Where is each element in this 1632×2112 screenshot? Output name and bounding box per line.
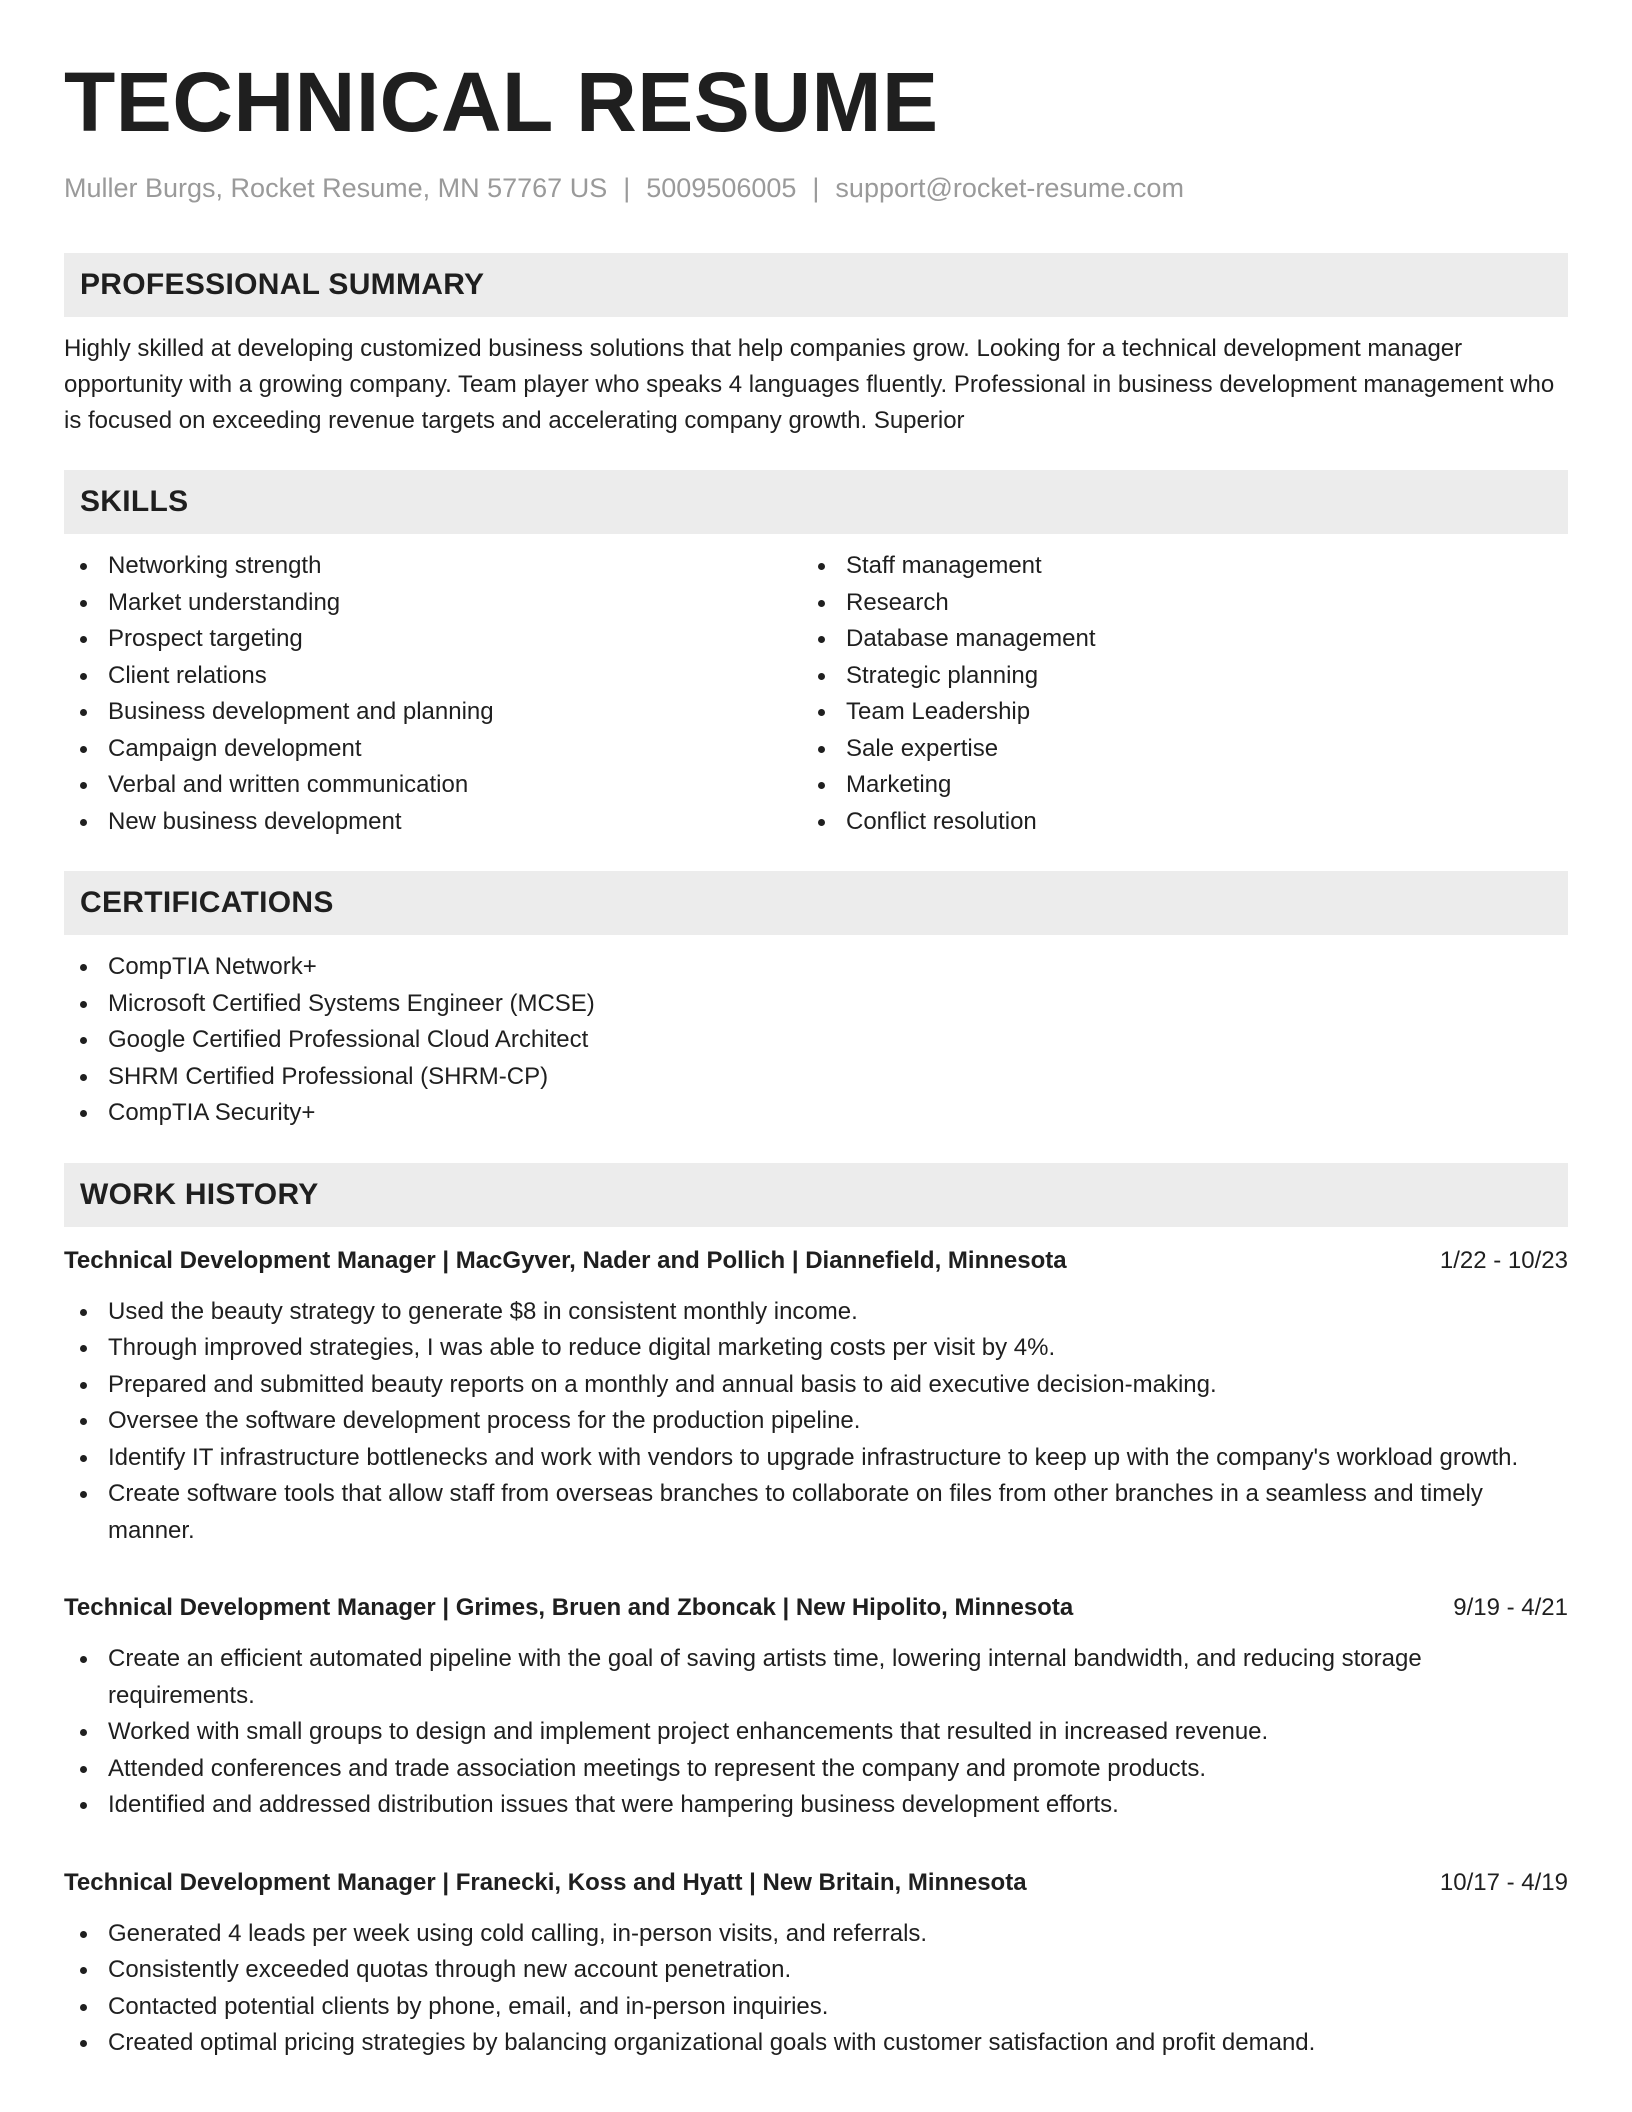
- skill-item: Verbal and written communication: [64, 767, 802, 804]
- job-entry: [64, 1574, 1568, 1849]
- job-dates: 1/22 - 10/23: [1439, 1246, 1568, 1274]
- certification-item: CompTIA Security+: [64, 1095, 1568, 1132]
- skill-item: New business development: [64, 804, 802, 841]
- skill-item: Database management: [802, 621, 1540, 658]
- skill-item: Research: [802, 585, 1540, 622]
- job-entry: [64, 1849, 1568, 2087]
- job-title: Technical Development Manager | Grimes, Bruen and Zboncak | New Hipolito, Minnesota: [64, 1594, 1074, 1621]
- job-bullet: Oversee the software development process for the production pipeline.: [64, 1403, 1568, 1440]
- job-bullet: Consistently exceeded quotas through new account penetration.: [64, 1952, 1568, 1989]
- job-bullet: Worked with small groups to design and implement project enhancements that resulted in increased revenue.: [64, 1714, 1568, 1751]
- skill-item: Market understanding: [64, 585, 802, 622]
- job-header: [64, 1849, 1568, 1901]
- job-bullet: Create an efficient automated pipeline with the goal of saving artists time, lowering internal bandwidth, and reducing storage requirements.: [64, 1641, 1568, 1714]
- job-bullet: Attended conferences and trade association meetings to represent the company and promote products.: [64, 1751, 1568, 1788]
- skill-item: Team Leadership: [802, 694, 1540, 731]
- job-bullet: Identify IT infrastructure bottlenecks and work with vendors to upgrade infrastructure to keep up with the company's workload growth.: [64, 1440, 1568, 1477]
- job-bullet: Created optimal pricing strategies by balancing organizational goals with customer satisfaction and profit demand.: [64, 2025, 1568, 2062]
- skill-item: Client relations: [64, 658, 802, 695]
- summary-heading: PROFESSIONAL SUMMARY: [64, 253, 1568, 317]
- skill-item: Sale expertise: [802, 731, 1540, 768]
- work-history-heading: WORK HISTORY: [64, 1163, 1568, 1227]
- skills-column-left: [64, 548, 802, 840]
- job-dates: 9/19 - 4/21: [1453, 1594, 1568, 1621]
- job-bullet: Prepared and submitted beauty reports on a monthly and annual basis to aid executive decision-making.: [64, 1367, 1568, 1404]
- job-bullets: [64, 1626, 1568, 1849]
- skill-item: Campaign development: [64, 731, 802, 768]
- phone-text: 5009506005: [646, 173, 797, 203]
- job-header: [64, 1227, 1568, 1279]
- contact-line: [64, 170, 1568, 206]
- skills-heading: SKILLS: [64, 470, 1568, 534]
- certification-item: SHRM Certified Professional (SHRM-CP): [64, 1059, 1568, 1096]
- certifications-list: [64, 935, 1568, 1163]
- job-dates: 10/17 - 4/19: [1439, 1868, 1568, 1896]
- job-bullet: Create software tools that allow staff from overseas branches to collaborate on files from other branches in a seamless and timely manner.: [64, 1476, 1568, 1549]
- skill-item: Networking strength: [64, 548, 802, 585]
- job-title: Technical Development Manager | MacGyver, Nader and Pollich | Diannefield, Minnesota: [64, 1246, 1067, 1274]
- summary-text: Highly skilled at developing customized business solutions that help companies grow. Looking for a technical development manager opportunity with a growing company. Team player who speaks 4 languages fluently. Professional in business development management who is focused on exceeding revenue targets and accelerating company growth. Superior: [64, 335, 1555, 434]
- skill-item: Prospect targeting: [64, 621, 802, 658]
- skills-list: [64, 534, 1568, 871]
- job-entry: [64, 1227, 1568, 1575]
- certification-item: Google Certified Professional Cloud Architect: [64, 1022, 1568, 1059]
- resume-title: TECHNICAL RESUME: [64, 55, 939, 149]
- email-link[interactable]: support@rocket-resume.com: [835, 173, 1184, 203]
- certification-item: Microsoft Certified Systems Engineer (MCSE): [64, 986, 1568, 1023]
- skill-item: Conflict resolution: [802, 804, 1540, 841]
- job-bullets: [64, 1901, 1568, 2087]
- skill-item: Business development and planning: [64, 694, 802, 731]
- job-header: [64, 1574, 1568, 1626]
- certifications-heading: CERTIFICATIONS: [64, 871, 1568, 935]
- job-bullets: [64, 1279, 1568, 1575]
- skills-column-right: [802, 548, 1540, 840]
- job-bullet: Generated 4 leads per week using cold calling, in-person visits, and referrals.: [64, 1916, 1568, 1953]
- job-title: Technical Development Manager | Franecki, Koss and Hyatt | New Britain, Minnesota: [64, 1868, 1027, 1896]
- separator: |: [623, 173, 631, 203]
- job-bullet: Through improved strategies, I was able to reduce digital marketing costs per visit by 4%.: [64, 1330, 1568, 1367]
- skill-item: Strategic planning: [802, 658, 1540, 695]
- skill-item: Staff management: [802, 548, 1540, 585]
- skill-item: Marketing: [802, 767, 1540, 804]
- separator: |: [812, 173, 820, 203]
- job-bullet: Identified and addressed distribution issues that were hampering business development efforts.: [64, 1787, 1568, 1824]
- certification-item: CompTIA Network+: [64, 949, 1568, 986]
- job-bullet: Contacted potential clients by phone, email, and in-person inquiries.: [64, 1989, 1568, 2026]
- address-text: Muller Burgs, Rocket Resume, MN 57767 US: [64, 173, 608, 203]
- job-bullet: Used the beauty strategy to generate $8 in consistent monthly income.: [64, 1294, 1568, 1331]
